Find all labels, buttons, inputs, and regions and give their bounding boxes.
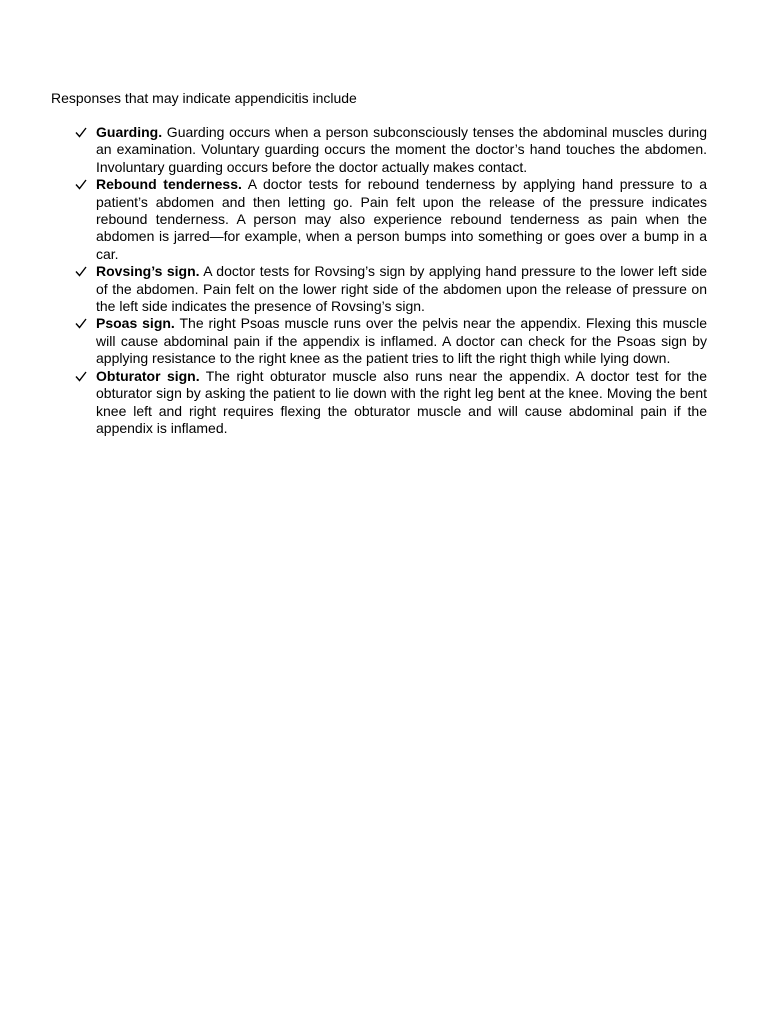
item-description: Guarding occurs when a person subconsciously tenses the abdominal muscles during an examination. Voluntary guarding occurs the moment the doctor’s hand touches the abdomen. Involuntary guarding occurs before the doctor actually makes contact. [96,124,707,175]
item-description: The right obturator muscle also runs near the appendix. A doctor test for the obturator sign by asking the patient to lie down with the right leg bent at the knee. Moving the bent knee left and right requires flexing the obturator muscle and will cause abdominal pain if the appendix is inflamed. [96,367,707,436]
checkmark-icon [75,124,89,141]
checkmark-icon [75,263,89,280]
item-description: A doctor tests for rebound tenderness by applying hand pressure to a patient’s abdomen and then letting go. Pain felt upon the release of the pressure indicates rebound tenderness. A person may also experience rebound tenderness as pain when the abdomen is jarred—for example, when a person bumps into something or goes over a bump in a car. [96,176,707,262]
item-description: The right Psoas muscle runs over the pelvis near the appendix. Flexing this muscle will cause abdominal pain if the appendix is inflamed. A doctor can check for the Psoas sign by applying resistance to the right knee as the patient tries to lift the right thigh while lying down. [96,315,708,367]
item-description: A doctor tests for Rovsing’s sign by applying hand pressure to the lower left side of the abdomen. Pain felt on the lower right side of the abdomen upon the release of pressure on the left side indicates the presence of Rovsing’s sign. [96,263,707,315]
list-item-rebound-tenderness [75,176,707,263]
checkmark-icon [75,368,89,385]
item-term: Rebound tenderness. [96,176,242,193]
list-item-guarding [75,124,707,176]
item-term: Psoas sign. [96,315,175,332]
item-term: Guarding. [96,124,163,140]
intro-text: Responses that may indicate appendicitis include [51,90,357,106]
checkmark-icon [75,315,89,332]
appendicitis-signs-list [75,124,707,437]
item-term: Rovsing’s sign. [96,263,200,280]
item-term: Obturator sign. [96,367,200,384]
list-item-obturator-sign [75,368,707,438]
list-item-rovsings-sign [75,263,707,315]
checkmark-icon [75,176,89,193]
list-item-psoas-sign [75,315,707,367]
